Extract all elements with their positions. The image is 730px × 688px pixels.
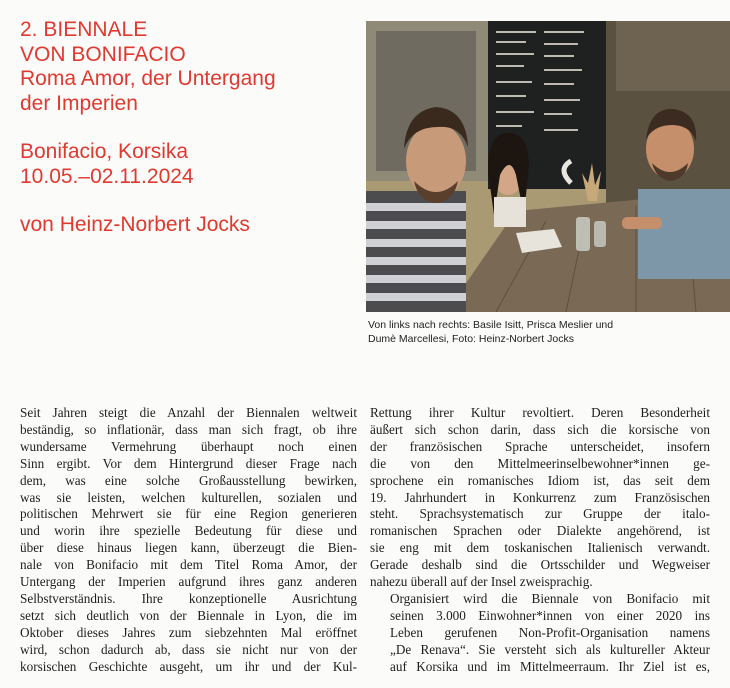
subtitle-line-1: Roma Amor, der Untergang	[20, 67, 276, 90]
text-line: steht. Sprachsystematisch zur Gruppe der italo-	[370, 506, 710, 522]
exhibition-dates: 10.05.–02.11.2024	[20, 164, 194, 188]
text-line: korsischen Geschichte ausgeht, um ihr und der Kul-	[20, 658, 357, 674]
text-line: Leben gerufenen Non-Profit-Organisation namens	[390, 624, 710, 640]
article-photo	[366, 21, 730, 312]
body-column-right	[370, 405, 710, 676]
paragraph-right-1	[370, 405, 710, 591]
text-line: Sinn ergibt. Vor dem Hintergrund dieser Frage nach	[20, 455, 357, 471]
text-line: über diese hinaus liegen kann, überzeugt die Bien-	[20, 540, 357, 556]
paragraph-left	[20, 405, 357, 676]
paragraph-right-2	[370, 591, 710, 676]
text-line: äußert sich schon darin, dass sich die korsische von	[370, 421, 710, 437]
text-line: Untergang der Imperien aufgrund ihres ganz anderen	[20, 574, 357, 590]
text-line: Organisiert wird die Biennale von Bonifacio mit	[390, 590, 710, 606]
text-line: sie eng mit dem toskanischen Italienisch verwandt.	[370, 540, 710, 556]
text-line: „De Renava“. Sie versteht sich als kultureller Akteur	[390, 641, 710, 657]
text-line: romanischen Sprachen oder Dialekte angehörend, ist	[370, 523, 710, 539]
caption-line-1: Von links nach rechts: Basile Isitt, Prisca Meslier und	[368, 319, 614, 331]
text-line: beständig, so inflationär, dass man sich fragt, ob ihre	[20, 421, 357, 437]
text-line: wundersame Vermehrung überhaupt noch einen	[20, 438, 357, 454]
photo-caption	[368, 318, 708, 346]
text-line: die von den Mittelmeerinselbewohner*innen ge-	[370, 455, 710, 471]
text-line: setzt sich deutlich von der Biennale in Lyon, die im	[20, 607, 357, 623]
text-line: auf Korsika und im Mittelmeerraum. Ihr Ziel ist es,	[390, 658, 710, 674]
title-line-1: 2. BIENNALE	[20, 18, 148, 41]
text-line: Seit Jahren steigt die Anzahl der Biennalen weltweit	[20, 405, 357, 420]
text-line: nale von Bonifacio mit dem Titel Roma Amor, der	[20, 557, 357, 573]
text-line: und worin ihre spezielle Bedeutung für diese und	[20, 523, 357, 539]
text-line: Selbstverständnis. Ihre konzeptionelle Ausrichtung	[20, 590, 357, 606]
text-line: Gerade deshalb sind die Ortsschilder und Wegweiser	[370, 557, 710, 573]
text-line: 19. Jahrhundert in Konkurrenz zum Französischen	[370, 489, 710, 505]
text-line: wird, schon dadurch ab, dass sie nicht nur von der	[20, 641, 357, 657]
exhibition-location: Bonifacio, Korsika	[20, 140, 189, 163]
author-byline: von Heinz-Norbert Jocks	[20, 213, 250, 236]
body-column-left	[20, 405, 357, 676]
text-line: was sie leisten, welchen kulturellen, sozialen und	[20, 489, 357, 505]
text-line: politischen Mehrwert sie für eine Region generieren	[20, 506, 357, 522]
subtitle-line-2: der Imperien	[20, 91, 138, 115]
text-line: seinen 3.000 Einwohner*innen von einer 2020 ins	[390, 607, 710, 623]
text-line: der französischen Sprache unterscheidet, insofern	[370, 438, 710, 454]
text-line: sprochene ein romanisches Idiom ist, das seit dem	[370, 472, 710, 488]
caption-line-2: Dumè Marcellesi, Foto: Heinz-Norbert Jocks	[368, 333, 574, 345]
article-heading	[20, 18, 350, 238]
text-line: nahezu überall auf der Insel zweisprachig.	[370, 574, 593, 590]
text-line: Oktober dieses Jahres zum siebzehnten Mal eröffnet	[20, 624, 357, 640]
title-line-2: VON BONIFACIO	[20, 42, 186, 66]
text-line: Rettung ihrer Kultur revoltiert. Deren Besonderheit	[370, 405, 710, 420]
text-line: dem, was eine solche Großausstellung bewirken,	[20, 472, 357, 488]
